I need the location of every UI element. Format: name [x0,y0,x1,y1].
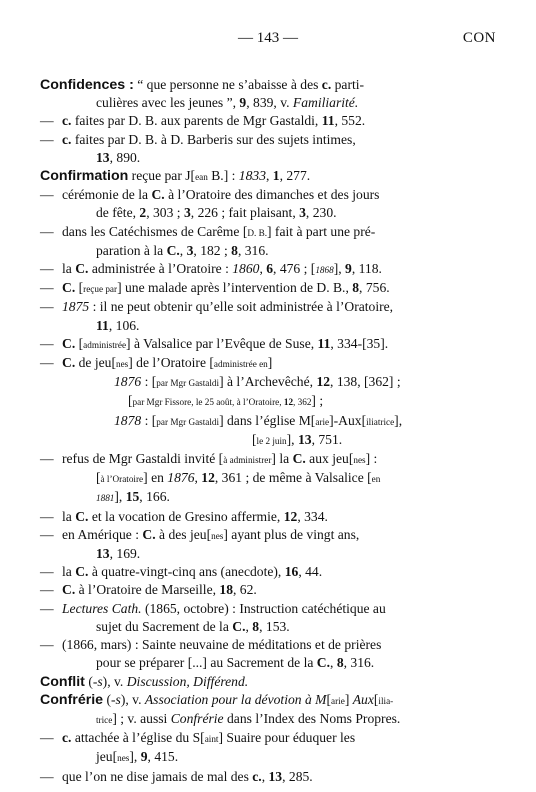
index-line: 1881], 15, 166. [96,489,170,505]
header-keyword: CON [462,30,496,46]
index-line: 13, 890. [96,149,141,165]
index-line: — cérémonie de la C. à l’Oratoire des dimanches et des jours [40,187,380,203]
index-line: 11, 106. [96,317,140,333]
index-line: paration à la C., 3, 182 ; 8, 316. [96,242,269,258]
index-line: 1876 : [par Mgr Gastaldi] à l’Archevêché, 12, 138, [362] ; [114,374,401,390]
index-line: sujet du Sacrement de la C., 8, 153. [96,618,290,634]
index-line: — que l’on ne dise jamais de mal des c., 13, 285. [40,768,313,784]
index-line: [par Mgr Fissore, le 25 août, à l’Oratoire, 12, 362] ; [128,393,324,409]
index-line: — Lectures Cath. (1865, octobre) : Instruction catéchétique au [40,600,386,616]
index-line: Confirmation reçue par J[ean B.] : 1833, 1, 277. [40,168,311,185]
index-line: [le 2 juin], 13, 751. [252,431,343,447]
index-line: — c. faites par D. B. aux parents de Mgr Gastaldi, 11, 552. [40,113,366,129]
index-line: culières avec les jeunes ”, 9, 839, v. Familiarité. [96,95,359,111]
index-line: — la C. et la vocation de Gresino affermie, 12, 334. [40,508,328,524]
index-line: 1878 : [par Mgr Gastaldi] dans l’église M[arie]-Aux[iliatrice], [114,412,403,428]
running-header [0,30,536,50]
page-number: — 143 — [238,30,298,46]
index-line: — C. [administrée] à Valsalice par l’Evêque de Suse, 11, 334-[35]. [40,335,389,351]
index-line: — la C. à quatre-vingt-cinq ans (anecdote), 16, 44. [40,564,323,580]
index-line: Confidences : “ que personne ne s’abaisse à des c. parti- [40,77,365,93]
index-line: pour se préparer [...] au Sacrement de la C., 8, 316. [96,655,375,671]
index-line: — la C. administrée à l’Oratoire : 1860, 6, 476 ; [1868], 9, 118. [40,261,382,277]
index-line: — refus de Mgr Gastaldi invité [à administrer] la C. aux jeu[nes] : [40,451,378,467]
index-line: — C. à l’Oratoire de Marseille, 18, 62. [40,582,257,598]
index-line: — c. attachée à l’église du S[aint] Suaire pour éduquer les [40,730,356,746]
index-line: 13, 169. [96,546,141,562]
index-line: Confrérie (-s), v. Association pour la dévotion à M[arie] Aux[ilia- [40,691,394,708]
index-line: — C. de jeu[nes] de l’Oratoire [administrée en] [40,355,273,371]
index-line: jeu[nes], 9, 415. [96,749,179,765]
index-line: de fête, 2, 303 ; 3, 226 ; fait plaisant, 3, 230. [96,205,337,221]
index-line: — dans les Catéchismes de Carême [D. B.] fait à part une pré- [40,223,376,239]
index-entries [40,76,492,786]
index-line: — C. [reçue par] une malade après l’intervention de D. B., 8, 756. [40,280,390,296]
index-line: Conflit (-s), v. Discussion, Différend. [40,673,249,690]
index-line: [à l’Oratoire] en 1876, 12, 361 ; de même à Valsalice [en [96,470,381,486]
index-line: — 1875 : il ne peut obtenir qu’elle soit administrée à l’Oratoire, [40,299,394,315]
index-line: — (1866, mars) : Sainte neuvaine de méditations et de prières [40,637,382,653]
index-line: — c. faites par D. B. à D. Barberis sur des sujets intimes, [40,131,356,147]
index-line: — en Amérique : C. à des jeu[nes] ayant plus de vingt ans, [40,526,360,542]
index-line: trice] ; v. aussi Confrérie dans l’Index des Noms Propres. [96,710,401,726]
